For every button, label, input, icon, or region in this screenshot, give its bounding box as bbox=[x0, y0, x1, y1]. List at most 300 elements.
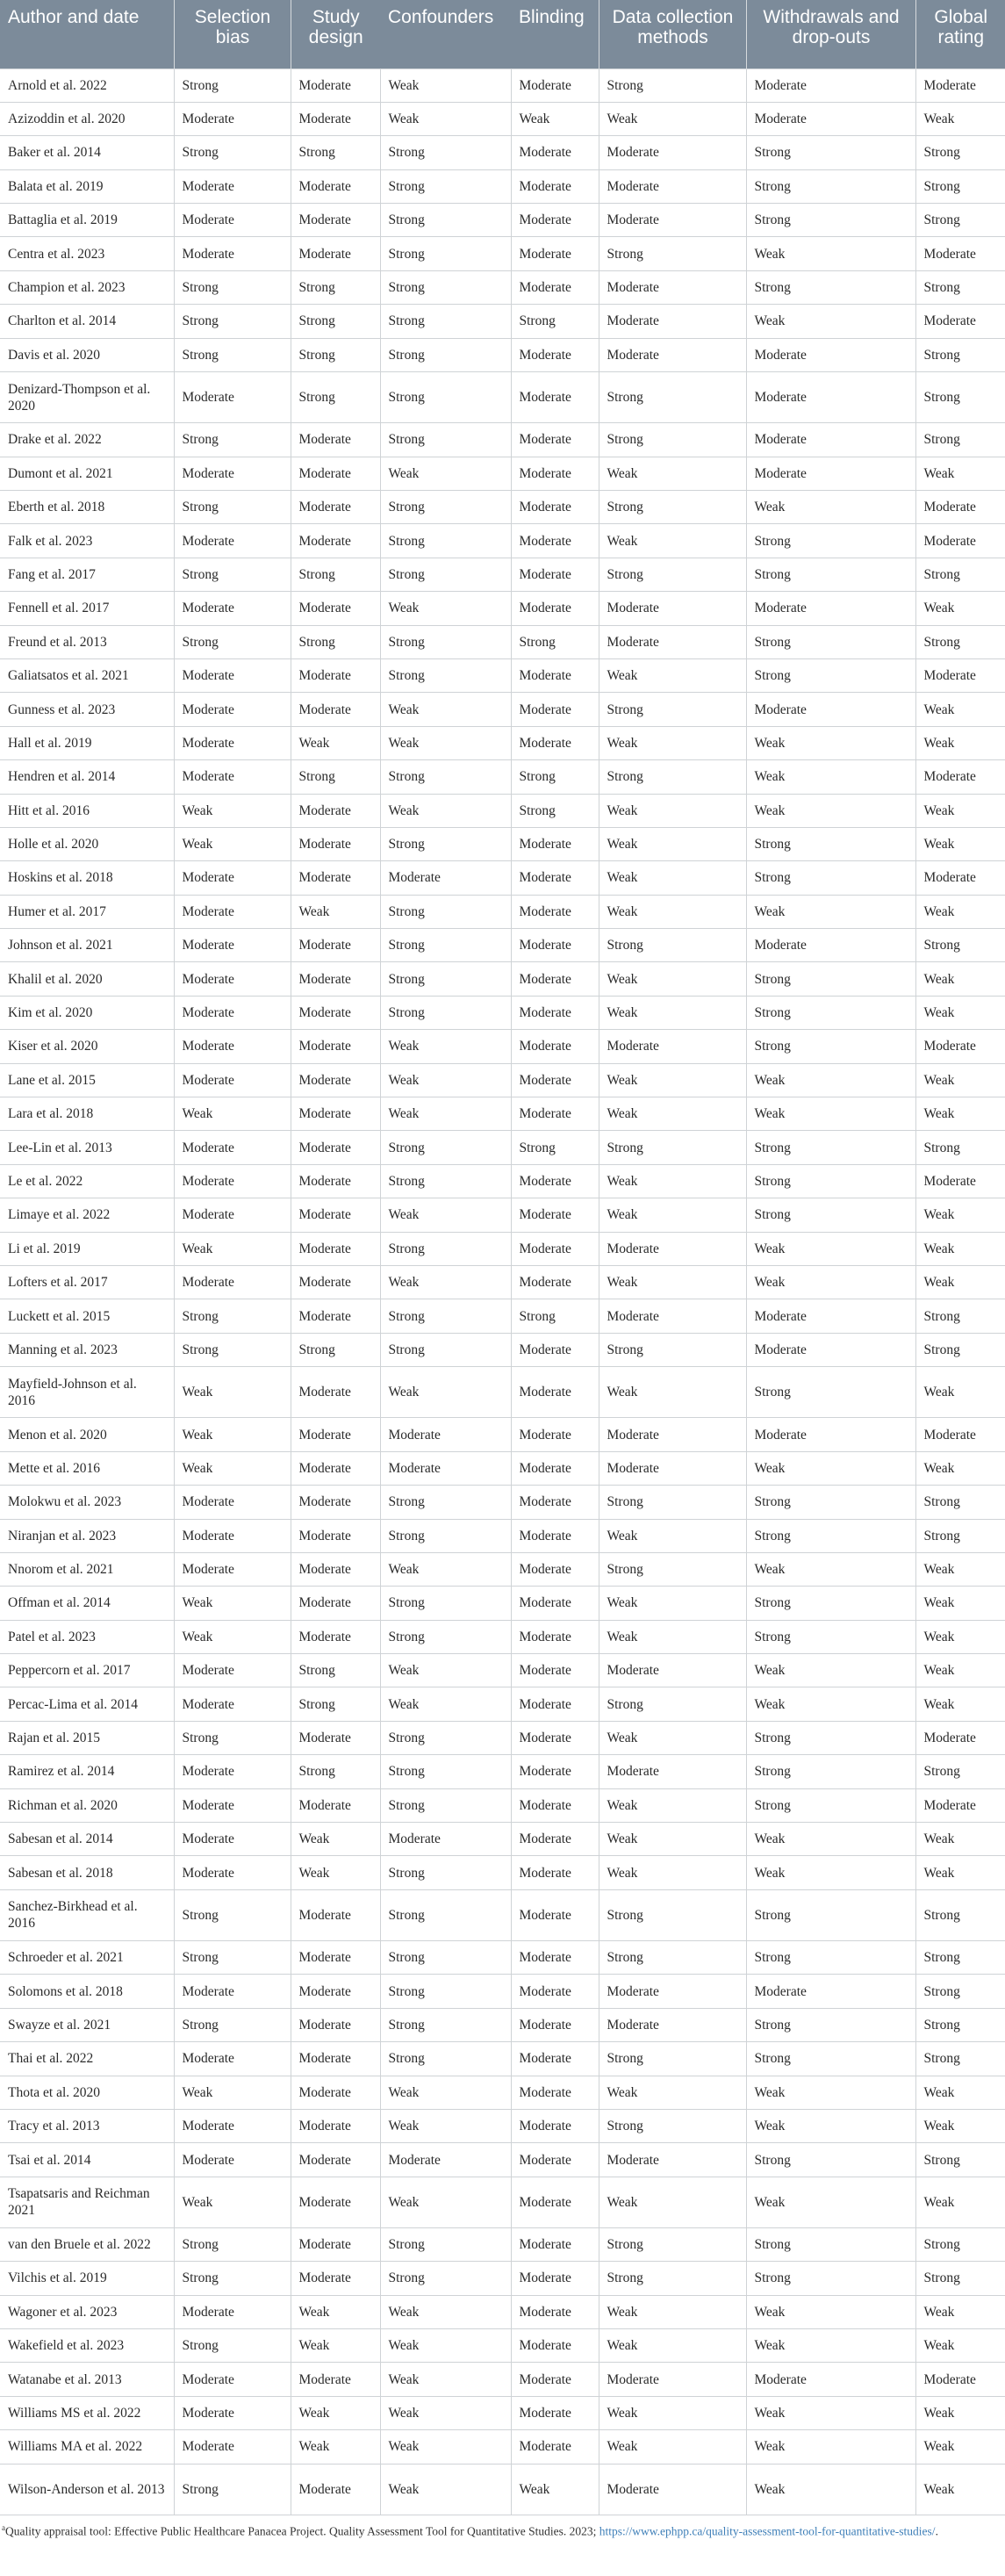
cell-blinding: Moderate bbox=[511, 68, 599, 102]
cell-global-rating: Weak bbox=[915, 1097, 1005, 1131]
cell-withdrawals-and-drop-outs: Weak bbox=[746, 2464, 915, 2515]
cell-confounders: Moderate bbox=[380, 2143, 511, 2177]
cell-withdrawals-and-drop-outs: Strong bbox=[746, 558, 915, 591]
cell-author-and-date: Arnold et al. 2022 bbox=[0, 68, 174, 102]
cell-confounders: Strong bbox=[380, 423, 511, 457]
cell-study-design: Moderate bbox=[291, 1265, 380, 1299]
cell-data-collection-methods: Strong bbox=[599, 1552, 746, 1586]
cell-blinding: Moderate bbox=[511, 423, 599, 457]
cell-data-collection-methods: Weak bbox=[599, 2396, 746, 2429]
cell-selection-bias: Strong bbox=[174, 490, 291, 523]
cell-study-design: Weak bbox=[291, 1856, 380, 1889]
cell-global-rating: Strong bbox=[915, 2227, 1005, 2261]
cell-global-rating: Strong bbox=[915, 169, 1005, 203]
cell-blinding: Moderate bbox=[511, 2042, 599, 2076]
cell-confounders: Weak bbox=[380, 2076, 511, 2109]
cell-withdrawals-and-drop-outs: Weak bbox=[746, 1265, 915, 1299]
cell-study-design: Moderate bbox=[291, 2227, 380, 2261]
cell-selection-bias: Weak bbox=[174, 1097, 291, 1131]
table-row bbox=[0, 2329, 1005, 2363]
cell-blinding: Moderate bbox=[511, 1063, 599, 1097]
cell-confounders: Strong bbox=[380, 305, 511, 338]
cell-author-and-date: Thai et al. 2022 bbox=[0, 2042, 174, 2076]
table-row bbox=[0, 2464, 1005, 2515]
cell-global-rating: Weak bbox=[915, 2109, 1005, 2142]
cell-global-rating: Strong bbox=[915, 2042, 1005, 2076]
cell-data-collection-methods: Weak bbox=[599, 827, 746, 860]
cell-confounders: Weak bbox=[380, 2109, 511, 2142]
cell-data-collection-methods: Weak bbox=[599, 457, 746, 490]
cell-confounders: Strong bbox=[380, 1755, 511, 1788]
cell-data-collection-methods: Strong bbox=[599, 2227, 746, 2261]
cell-study-design: Moderate bbox=[291, 827, 380, 860]
cell-withdrawals-and-drop-outs: Strong bbox=[746, 1721, 915, 1754]
cell-author-and-date: Lofters et al. 2017 bbox=[0, 1265, 174, 1299]
cell-confounders: Weak bbox=[380, 1265, 511, 1299]
cell-data-collection-methods: Weak bbox=[599, 1587, 746, 1620]
cell-blinding: Moderate bbox=[511, 2295, 599, 2328]
table-row bbox=[0, 558, 1005, 591]
cell-selection-bias: Weak bbox=[174, 2177, 291, 2227]
cell-study-design: Moderate bbox=[291, 1620, 380, 1653]
cell-data-collection-methods: Strong bbox=[599, 68, 746, 102]
cell-global-rating: Strong bbox=[915, 929, 1005, 962]
cell-study-design: Moderate bbox=[291, 237, 380, 270]
cell-author-and-date: Kim et al. 2020 bbox=[0, 996, 174, 1029]
cell-confounders: Strong bbox=[380, 558, 511, 591]
cell-author-and-date: Holle et al. 2020 bbox=[0, 827, 174, 860]
cell-blinding: Moderate bbox=[511, 1823, 599, 1856]
cell-selection-bias: Strong bbox=[174, 1889, 291, 1940]
cell-author-and-date: Schroeder et al. 2021 bbox=[0, 1940, 174, 1974]
table-row bbox=[0, 1232, 1005, 1265]
header-withdrawals-and-drop-outs: Withdrawals and drop-outs bbox=[746, 0, 915, 68]
cell-study-design: Moderate bbox=[291, 1486, 380, 1519]
cell-selection-bias: Moderate bbox=[174, 1486, 291, 1519]
table-row bbox=[0, 2076, 1005, 2109]
cell-withdrawals-and-drop-outs: Strong bbox=[746, 524, 915, 558]
table-row bbox=[0, 2363, 1005, 2396]
table-row bbox=[0, 1451, 1005, 1485]
cell-data-collection-methods: Weak bbox=[599, 524, 746, 558]
cell-withdrawals-and-drop-outs: Weak bbox=[746, 2109, 915, 2142]
cell-author-and-date: Luckett et al. 2015 bbox=[0, 1299, 174, 1333]
cell-confounders: Strong bbox=[380, 1889, 511, 1940]
cell-author-and-date: Richman et al. 2020 bbox=[0, 1788, 174, 1822]
table-row bbox=[0, 625, 1005, 658]
cell-confounders: Weak bbox=[380, 1030, 511, 1063]
cell-global-rating: Weak bbox=[915, 1552, 1005, 1586]
cell-study-design: Moderate bbox=[291, 457, 380, 490]
cell-blinding: Moderate bbox=[511, 524, 599, 558]
cell-withdrawals-and-drop-outs: Moderate bbox=[746, 372, 915, 423]
cell-withdrawals-and-drop-outs: Weak bbox=[746, 1823, 915, 1856]
cell-withdrawals-and-drop-outs: Weak bbox=[746, 1687, 915, 1721]
cell-blinding: Moderate bbox=[511, 827, 599, 860]
cell-blinding: Moderate bbox=[511, 558, 599, 591]
cell-confounders: Weak bbox=[380, 592, 511, 625]
cell-withdrawals-and-drop-outs: Weak bbox=[746, 1232, 915, 1265]
cell-selection-bias: Weak bbox=[174, 2076, 291, 2109]
cell-study-design: Moderate bbox=[291, 524, 380, 558]
table-row bbox=[0, 1519, 1005, 1552]
cell-withdrawals-and-drop-outs: Moderate bbox=[746, 929, 915, 962]
cell-selection-bias: Moderate bbox=[174, 2363, 291, 2396]
cell-data-collection-methods: Moderate bbox=[599, 1654, 746, 1687]
cell-blinding: Moderate bbox=[511, 895, 599, 928]
cell-author-and-date: Wagoner et al. 2023 bbox=[0, 2295, 174, 2328]
cell-data-collection-methods: Moderate bbox=[599, 1030, 746, 1063]
table-row bbox=[0, 2295, 1005, 2328]
cell-study-design: Moderate bbox=[291, 2109, 380, 2142]
cell-withdrawals-and-drop-outs: Strong bbox=[746, 1519, 915, 1552]
cell-data-collection-methods: Moderate bbox=[599, 204, 746, 237]
cell-withdrawals-and-drop-outs: Strong bbox=[746, 827, 915, 860]
cell-global-rating: Strong bbox=[915, 1333, 1005, 1366]
cell-confounders: Weak bbox=[380, 1063, 511, 1097]
cell-study-design: Moderate bbox=[291, 1889, 380, 1940]
cell-confounders: Strong bbox=[380, 827, 511, 860]
cell-global-rating: Weak bbox=[915, 457, 1005, 490]
cell-author-and-date: Solomons et al. 2018 bbox=[0, 1975, 174, 2008]
cell-selection-bias: Moderate bbox=[174, 929, 291, 962]
cell-study-design: Moderate bbox=[291, 1940, 380, 1974]
cell-selection-bias: Strong bbox=[174, 1721, 291, 1754]
cell-blinding: Moderate bbox=[511, 726, 599, 759]
cell-blinding: Moderate bbox=[511, 2430, 599, 2464]
table-row bbox=[0, 658, 1005, 692]
cell-confounders: Weak bbox=[380, 2430, 511, 2464]
table-row bbox=[0, 1486, 1005, 1519]
cell-study-design: Moderate bbox=[291, 1367, 380, 1418]
cell-confounders: Weak bbox=[380, 1367, 511, 1418]
cell-data-collection-methods: Weak bbox=[599, 794, 746, 827]
cell-selection-bias: Strong bbox=[174, 68, 291, 102]
cell-confounders: Strong bbox=[380, 658, 511, 692]
cell-data-collection-methods: Strong bbox=[599, 372, 746, 423]
cell-author-and-date: Kiser et al. 2020 bbox=[0, 1030, 174, 1063]
table-row bbox=[0, 2008, 1005, 2041]
cell-selection-bias: Moderate bbox=[174, 457, 291, 490]
cell-author-and-date: Charlton et al. 2014 bbox=[0, 305, 174, 338]
table-row bbox=[0, 693, 1005, 726]
cell-study-design: Moderate bbox=[291, 1721, 380, 1754]
cell-study-design: Moderate bbox=[291, 2076, 380, 2109]
cell-blinding: Moderate bbox=[511, 1654, 599, 1687]
cell-selection-bias: Moderate bbox=[174, 2143, 291, 2177]
cell-study-design: Moderate bbox=[291, 2464, 380, 2515]
table-row bbox=[0, 457, 1005, 490]
cell-global-rating: Moderate bbox=[915, 760, 1005, 794]
cell-study-design: Strong bbox=[291, 1687, 380, 1721]
cell-author-and-date: Mayfield-Johnson et al. 2016 bbox=[0, 1367, 174, 1418]
cell-author-and-date: Balata et al. 2019 bbox=[0, 169, 174, 203]
table-row bbox=[0, 996, 1005, 1029]
cell-withdrawals-and-drop-outs: Moderate bbox=[746, 1333, 915, 1366]
cell-data-collection-methods: Weak bbox=[599, 1367, 746, 1418]
cell-author-and-date: Nnorom et al. 2021 bbox=[0, 1552, 174, 1586]
table-row bbox=[0, 592, 1005, 625]
table-row bbox=[0, 270, 1005, 304]
cell-selection-bias: Moderate bbox=[174, 1198, 291, 1232]
cell-study-design: Moderate bbox=[291, 1299, 380, 1333]
cell-selection-bias: Strong bbox=[174, 338, 291, 371]
cell-study-design: Moderate bbox=[291, 1519, 380, 1552]
cell-data-collection-methods: Weak bbox=[599, 1823, 746, 1856]
cell-global-rating: Strong bbox=[915, 625, 1005, 658]
table-row bbox=[0, 68, 1005, 102]
cell-study-design: Moderate bbox=[291, 658, 380, 692]
cell-blinding: Weak bbox=[511, 2464, 599, 2515]
cell-withdrawals-and-drop-outs: Strong bbox=[746, 2262, 915, 2295]
cell-global-rating: Strong bbox=[915, 204, 1005, 237]
cell-selection-bias: Moderate bbox=[174, 1856, 291, 1889]
cell-data-collection-methods: Weak bbox=[599, 2295, 746, 2328]
cell-global-rating: Weak bbox=[915, 1232, 1005, 1265]
cell-confounders: Weak bbox=[380, 2396, 511, 2429]
cell-selection-bias: Weak bbox=[174, 1418, 291, 1451]
cell-selection-bias: Weak bbox=[174, 1587, 291, 1620]
cell-data-collection-methods: Moderate bbox=[599, 338, 746, 371]
table-row bbox=[0, 1265, 1005, 1299]
cell-author-and-date: Patel et al. 2023 bbox=[0, 1620, 174, 1653]
cell-data-collection-methods: Strong bbox=[599, 2042, 746, 2076]
cell-withdrawals-and-drop-outs: Moderate bbox=[746, 693, 915, 726]
cell-confounders: Strong bbox=[380, 169, 511, 203]
cell-selection-bias: Strong bbox=[174, 136, 291, 169]
table-row bbox=[0, 2262, 1005, 2295]
cell-data-collection-methods: Moderate bbox=[599, 1299, 746, 1333]
cell-blinding: Moderate bbox=[511, 1198, 599, 1232]
cell-data-collection-methods: Strong bbox=[599, 558, 746, 591]
cell-study-design: Moderate bbox=[291, 996, 380, 1029]
cell-selection-bias: Moderate bbox=[174, 237, 291, 270]
cell-data-collection-methods: Strong bbox=[599, 2109, 746, 2142]
cell-author-and-date: Williams MS et al. 2022 bbox=[0, 2396, 174, 2429]
cell-global-rating: Moderate bbox=[915, 68, 1005, 102]
cell-blinding: Moderate bbox=[511, 1587, 599, 1620]
cell-author-and-date: Limaye et al. 2022 bbox=[0, 1198, 174, 1232]
table-row bbox=[0, 1063, 1005, 1097]
cell-blinding: Moderate bbox=[511, 2227, 599, 2261]
cell-blinding: Moderate bbox=[511, 1164, 599, 1198]
cell-data-collection-methods: Weak bbox=[599, 1097, 746, 1131]
cell-global-rating: Strong bbox=[915, 270, 1005, 304]
cell-study-design: Strong bbox=[291, 1333, 380, 1366]
cell-confounders: Strong bbox=[380, 1131, 511, 1164]
table-row bbox=[0, 929, 1005, 962]
cell-confounders: Weak bbox=[380, 2363, 511, 2396]
cell-blinding: Moderate bbox=[511, 1451, 599, 1485]
table-row bbox=[0, 1552, 1005, 1586]
cell-withdrawals-and-drop-outs: Weak bbox=[746, 305, 915, 338]
table-row bbox=[0, 962, 1005, 996]
cell-study-design: Strong bbox=[291, 625, 380, 658]
cell-author-and-date: Rajan et al. 2015 bbox=[0, 1721, 174, 1754]
cell-withdrawals-and-drop-outs: Strong bbox=[746, 1620, 915, 1653]
cell-study-design: Strong bbox=[291, 1654, 380, 1687]
cell-withdrawals-and-drop-outs: Moderate bbox=[746, 338, 915, 371]
cell-study-design: Moderate bbox=[291, 1232, 380, 1265]
cell-author-and-date: Battaglia et al. 2019 bbox=[0, 204, 174, 237]
table-row bbox=[0, 423, 1005, 457]
cell-data-collection-methods: Moderate bbox=[599, 2464, 746, 2515]
cell-data-collection-methods: Strong bbox=[599, 693, 746, 726]
cell-selection-bias: Moderate bbox=[174, 693, 291, 726]
cell-global-rating: Moderate bbox=[915, 1721, 1005, 1754]
cell-author-and-date: Manning et al. 2023 bbox=[0, 1333, 174, 1366]
cell-data-collection-methods: Strong bbox=[599, 1687, 746, 1721]
cell-author-and-date: Fennell et al. 2017 bbox=[0, 592, 174, 625]
table-row bbox=[0, 136, 1005, 169]
cell-confounders: Weak bbox=[380, 457, 511, 490]
cell-global-rating: Weak bbox=[915, 2396, 1005, 2429]
cell-data-collection-methods: Moderate bbox=[599, 305, 746, 338]
cell-blinding: Moderate bbox=[511, 1097, 599, 1131]
cell-withdrawals-and-drop-outs: Weak bbox=[746, 1063, 915, 1097]
cell-selection-bias: Moderate bbox=[174, 204, 291, 237]
cell-data-collection-methods: Moderate bbox=[599, 625, 746, 658]
cell-author-and-date: Johnson et al. 2021 bbox=[0, 929, 174, 962]
cell-blinding: Moderate bbox=[511, 1940, 599, 1974]
cell-author-and-date: Sanchez-Birkhead et al. 2016 bbox=[0, 1889, 174, 1940]
cell-data-collection-methods: Strong bbox=[599, 1333, 746, 1366]
cell-author-and-date: Molokwu et al. 2023 bbox=[0, 1486, 174, 1519]
cell-data-collection-methods: Moderate bbox=[599, 1451, 746, 1485]
cell-withdrawals-and-drop-outs: Strong bbox=[746, 1788, 915, 1822]
table-header-row bbox=[0, 0, 1005, 68]
cell-selection-bias: Moderate bbox=[174, 1654, 291, 1687]
cell-withdrawals-and-drop-outs: Weak bbox=[746, 2430, 915, 2464]
table-row bbox=[0, 102, 1005, 135]
cell-data-collection-methods: Moderate bbox=[599, 1755, 746, 1788]
cell-data-collection-methods: Weak bbox=[599, 1620, 746, 1653]
cell-global-rating: Moderate bbox=[915, 658, 1005, 692]
footnote-marker: a bbox=[2, 2522, 5, 2532]
cell-confounders: Weak bbox=[380, 1552, 511, 1586]
cell-study-design: Strong bbox=[291, 270, 380, 304]
cell-global-rating: Weak bbox=[915, 2430, 1005, 2464]
header-confounders: Confounders bbox=[380, 0, 511, 68]
table-row bbox=[0, 794, 1005, 827]
cell-data-collection-methods: Weak bbox=[599, 996, 746, 1029]
cell-confounders: Strong bbox=[380, 1620, 511, 1653]
cell-selection-bias: Moderate bbox=[174, 1030, 291, 1063]
cell-global-rating: Strong bbox=[915, 2262, 1005, 2295]
cell-study-design: Weak bbox=[291, 2329, 380, 2363]
cell-data-collection-methods: Weak bbox=[599, 1164, 746, 1198]
cell-author-and-date: Hitt et al. 2016 bbox=[0, 794, 174, 827]
cell-withdrawals-and-drop-outs: Moderate bbox=[746, 102, 915, 135]
cell-study-design: Moderate bbox=[291, 2262, 380, 2295]
footnote-link[interactable]: https://www.ephpp.ca/quality-assessment-tool-for-quantitative-studies/ bbox=[599, 2524, 936, 2538]
cell-global-rating: Moderate bbox=[915, 861, 1005, 895]
cell-global-rating: Strong bbox=[915, 1486, 1005, 1519]
cell-study-design: Weak bbox=[291, 2396, 380, 2429]
cell-confounders: Strong bbox=[380, 1587, 511, 1620]
cell-global-rating: Weak bbox=[915, 1856, 1005, 1889]
cell-global-rating: Weak bbox=[915, 1587, 1005, 1620]
cell-study-design: Moderate bbox=[291, 861, 380, 895]
cell-selection-bias: Strong bbox=[174, 2008, 291, 2041]
cell-blinding: Moderate bbox=[511, 1333, 599, 1366]
cell-withdrawals-and-drop-outs: Weak bbox=[746, 1451, 915, 1485]
table-row bbox=[0, 1333, 1005, 1366]
table-row bbox=[0, 2042, 1005, 2076]
cell-selection-bias: Moderate bbox=[174, 1788, 291, 1822]
cell-author-and-date: Tsapatsaris and Reichman 2021 bbox=[0, 2177, 174, 2227]
cell-study-design: Weak bbox=[291, 2295, 380, 2328]
cell-withdrawals-and-drop-outs: Moderate bbox=[746, 592, 915, 625]
cell-global-rating: Moderate bbox=[915, 490, 1005, 523]
cell-data-collection-methods: Weak bbox=[599, 1856, 746, 1889]
footnote-end: . bbox=[935, 2524, 938, 2538]
cell-selection-bias: Moderate bbox=[174, 1131, 291, 1164]
cell-confounders: Weak bbox=[380, 726, 511, 759]
cell-data-collection-methods: Weak bbox=[599, 1063, 746, 1097]
cell-selection-bias: Weak bbox=[174, 794, 291, 827]
cell-global-rating: Strong bbox=[915, 2143, 1005, 2177]
cell-author-and-date: Centra et al. 2023 bbox=[0, 237, 174, 270]
table-row bbox=[0, 1856, 1005, 1889]
cell-study-design: Weak bbox=[291, 895, 380, 928]
cell-confounders: Strong bbox=[380, 524, 511, 558]
cell-confounders: Strong bbox=[380, 1975, 511, 2008]
cell-global-rating: Weak bbox=[915, 2177, 1005, 2227]
cell-withdrawals-and-drop-outs: Strong bbox=[746, 1587, 915, 1620]
cell-blinding: Moderate bbox=[511, 338, 599, 371]
cell-author-and-date: Hendren et al. 2014 bbox=[0, 760, 174, 794]
cell-selection-bias: Moderate bbox=[174, 169, 291, 203]
cell-confounders: Strong bbox=[380, 1856, 511, 1889]
cell-study-design: Strong bbox=[291, 305, 380, 338]
cell-study-design: Moderate bbox=[291, 1131, 380, 1164]
cell-global-rating: Moderate bbox=[915, 305, 1005, 338]
cell-global-rating: Moderate bbox=[915, 2363, 1005, 2396]
cell-blinding: Moderate bbox=[511, 2143, 599, 2177]
cell-author-and-date: Gunness et al. 2023 bbox=[0, 693, 174, 726]
cell-blinding: Moderate bbox=[511, 1687, 599, 1721]
cell-data-collection-methods: Moderate bbox=[599, 2143, 746, 2177]
cell-confounders: Strong bbox=[380, 338, 511, 371]
cell-confounders: Weak bbox=[380, 2329, 511, 2363]
cell-confounders: Strong bbox=[380, 1299, 511, 1333]
cell-withdrawals-and-drop-outs: Strong bbox=[746, 169, 915, 203]
table-row bbox=[0, 490, 1005, 523]
cell-withdrawals-and-drop-outs: Weak bbox=[746, 895, 915, 928]
cell-author-and-date: Thota et al. 2020 bbox=[0, 2076, 174, 2109]
cell-author-and-date: Tsai et al. 2014 bbox=[0, 2143, 174, 2177]
cell-author-and-date: Drake et al. 2022 bbox=[0, 423, 174, 457]
cell-blinding: Moderate bbox=[511, 962, 599, 996]
cell-confounders: Strong bbox=[380, 1788, 511, 1822]
cell-selection-bias: Strong bbox=[174, 270, 291, 304]
cell-confounders: Strong bbox=[380, 1519, 511, 1552]
cell-blinding: Moderate bbox=[511, 592, 599, 625]
cell-withdrawals-and-drop-outs: Strong bbox=[746, 962, 915, 996]
cell-selection-bias: Weak bbox=[174, 1451, 291, 1485]
cell-data-collection-methods: Strong bbox=[599, 423, 746, 457]
cell-study-design: Moderate bbox=[291, 102, 380, 135]
cell-confounders: Strong bbox=[380, 237, 511, 270]
cell-confounders: Weak bbox=[380, 1654, 511, 1687]
cell-author-and-date: Ramirez et al. 2014 bbox=[0, 1755, 174, 1788]
cell-confounders: Strong bbox=[380, 1940, 511, 1974]
cell-blinding: Moderate bbox=[511, 1552, 599, 1586]
cell-blinding: Moderate bbox=[511, 490, 599, 523]
table-row bbox=[0, 338, 1005, 371]
cell-data-collection-methods: Weak bbox=[599, 2076, 746, 2109]
